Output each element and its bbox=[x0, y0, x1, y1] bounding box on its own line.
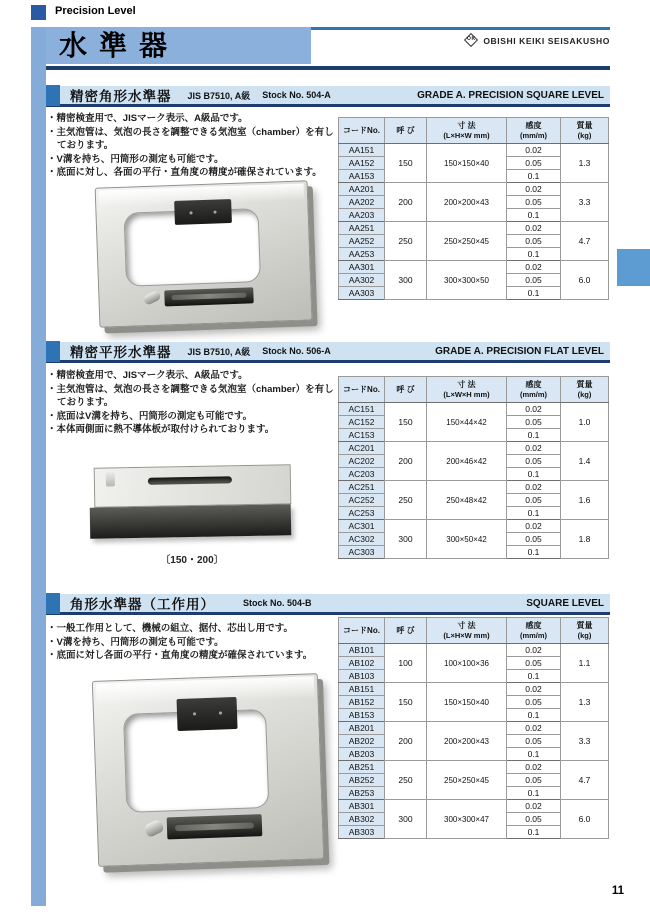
col-header: 寸 法 (L×H×W mm) bbox=[427, 118, 507, 144]
square-level-workshop-photo bbox=[95, 677, 321, 863]
square-level-photo bbox=[97, 184, 310, 324]
section-header-precision-flat-level bbox=[46, 342, 610, 363]
cell-code: AA152 bbox=[339, 157, 385, 170]
cell-mass: 1.4 bbox=[561, 442, 609, 481]
cell-code: AA252 bbox=[339, 235, 385, 248]
left-edge-strip bbox=[31, 27, 46, 906]
cell-code: AC251 bbox=[339, 481, 385, 494]
end-plug bbox=[106, 472, 116, 487]
title-band bbox=[46, 27, 311, 64]
section-title-en: GRADE A. PRECISION SQUARE LEVEL bbox=[417, 89, 604, 101]
cell-sensitivity: 0.05 bbox=[507, 735, 561, 748]
page-title: 水準器 bbox=[59, 30, 180, 61]
cell-size: 200 bbox=[385, 722, 427, 761]
page-category-label: Precision Level bbox=[55, 5, 136, 17]
cell-sensitivity: 0.02 bbox=[507, 261, 561, 274]
feature-list bbox=[47, 622, 340, 663]
section-stock-no: Stock No. 504-B bbox=[243, 598, 312, 608]
table-row bbox=[339, 261, 609, 274]
cell-code: AA151 bbox=[339, 144, 385, 157]
table-row bbox=[339, 442, 609, 455]
cell-size: 250 bbox=[385, 761, 427, 800]
cell-sensitivity: 0.05 bbox=[507, 157, 561, 170]
cell-code: AC252 bbox=[339, 494, 385, 507]
cell-sensitivity: 0.05 bbox=[507, 696, 561, 709]
feature-item: ・精密検査用で、JISマーク表示、A級品です。 bbox=[47, 370, 248, 381]
cell-code: AA301 bbox=[339, 261, 385, 274]
cell-code: AA253 bbox=[339, 248, 385, 261]
section-title-ja: 精密平形水準器 bbox=[70, 345, 172, 360]
col-header: 質量 (kg) bbox=[561, 377, 609, 403]
cell-mass: 1.0 bbox=[561, 403, 609, 442]
cell-sensitivity: 0.1 bbox=[507, 787, 561, 800]
cell-mass: 4.7 bbox=[561, 222, 609, 261]
cell-code: AB102 bbox=[339, 657, 385, 670]
cell-sensitivity: 0.05 bbox=[507, 813, 561, 826]
cell-sensitivity: 0.05 bbox=[507, 196, 561, 209]
cell-code: AB302 bbox=[339, 813, 385, 826]
cell-mass: 6.0 bbox=[561, 800, 609, 839]
cell-sensitivity: 0.02 bbox=[507, 800, 561, 813]
cell-code: AB253 bbox=[339, 787, 385, 800]
cell-code: AB152 bbox=[339, 696, 385, 709]
main-vial bbox=[167, 814, 262, 839]
section-title-en: SQUARE LEVEL bbox=[526, 597, 604, 609]
level-base bbox=[90, 504, 292, 538]
feature-item: ・一般工作用として、機械の組立、据付、芯出し用です。 bbox=[47, 623, 294, 634]
feature-item: ・V溝を持ち、円筒形の測定も可能です。 bbox=[47, 636, 224, 648]
cell-sensitivity: 0.02 bbox=[507, 520, 561, 533]
feature-list bbox=[47, 369, 340, 437]
cell-sensitivity: 0.1 bbox=[507, 546, 561, 559]
cell-code: AB202 bbox=[339, 735, 385, 748]
col-header: 寸 法 (L×W×H mm) bbox=[427, 377, 507, 403]
cell-code: AA251 bbox=[339, 222, 385, 235]
cell-size: 200 bbox=[385, 442, 427, 481]
col-header: 質量 (kg) bbox=[561, 618, 609, 644]
feature-item: ・主気泡管は、気泡の長さを調整できる気泡室（chamber）を有しております。 bbox=[47, 126, 334, 151]
level-frame bbox=[95, 180, 313, 327]
cell-mass: 6.0 bbox=[561, 261, 609, 300]
cell-size: 250 bbox=[385, 222, 427, 261]
feature-item: ・底面に対し、各面の平行・直角度の精度が確保されています。 bbox=[47, 167, 322, 178]
cell-mass: 1.1 bbox=[561, 644, 609, 683]
cell-mass: 3.3 bbox=[561, 722, 609, 761]
feature-item: ・本体両側面に熱不導体板が取付けられております。 bbox=[47, 424, 275, 435]
feature-item: ・精密検査用で、JISマーク表示、A級品です。 bbox=[47, 113, 248, 124]
cell-dimension: 300×300×47 bbox=[427, 800, 507, 839]
cell-sensitivity: 0.02 bbox=[507, 644, 561, 657]
cell-code: AC301 bbox=[339, 520, 385, 533]
col-header: 呼 び bbox=[385, 618, 427, 644]
cell-code: AC253 bbox=[339, 507, 385, 520]
cell-sensitivity: 0.05 bbox=[507, 455, 561, 468]
table-row bbox=[339, 761, 609, 774]
cell-sensitivity: 0.02 bbox=[507, 403, 561, 416]
table-row bbox=[339, 183, 609, 196]
cell-sensitivity: 0.05 bbox=[507, 494, 561, 507]
cell-code: AA153 bbox=[339, 170, 385, 183]
table-row bbox=[339, 222, 609, 235]
section-title-ja: 角形水準器（工作用） bbox=[70, 597, 215, 612]
table-row bbox=[339, 520, 609, 533]
cell-code: AB301 bbox=[339, 800, 385, 813]
cell-sensitivity: 0.02 bbox=[507, 722, 561, 735]
table-row bbox=[339, 722, 609, 735]
cell-sensitivity: 0.1 bbox=[507, 248, 561, 261]
cell-code: AC152 bbox=[339, 416, 385, 429]
level-top-face bbox=[94, 464, 292, 508]
cell-code: AB201 bbox=[339, 722, 385, 735]
cell-sensitivity: 0.02 bbox=[507, 481, 561, 494]
cell-dimension: 100×100×36 bbox=[427, 644, 507, 683]
section-jis-spec: JIS B7510, A級 bbox=[187, 90, 251, 101]
vial-window bbox=[148, 477, 232, 485]
feature-item: ・底面はV溝を持ち、円筒形の測定も可能です。 bbox=[47, 410, 253, 422]
cell-code: AB151 bbox=[339, 683, 385, 696]
cell-sensitivity: 0.1 bbox=[507, 287, 561, 300]
section-jis-spec: JIS B7510, A級 bbox=[187, 346, 251, 357]
section-stock-no: Stock No. 504-A bbox=[262, 90, 331, 100]
cell-sensitivity: 0.02 bbox=[507, 222, 561, 235]
cell-size: 150 bbox=[385, 403, 427, 442]
col-header: 呼 び bbox=[385, 118, 427, 144]
cell-size: 150 bbox=[385, 144, 427, 183]
cell-dimension: 150×44×42 bbox=[427, 403, 507, 442]
cell-sensitivity: 0.05 bbox=[507, 774, 561, 787]
cell-sensitivity: 0.1 bbox=[507, 468, 561, 481]
spec-table-square-level bbox=[338, 117, 608, 300]
adjuster-knob bbox=[143, 290, 162, 306]
cell-code: AA203 bbox=[339, 209, 385, 222]
spec-table-grid bbox=[338, 117, 609, 300]
cell-sensitivity: 0.02 bbox=[507, 683, 561, 696]
header-rule bbox=[46, 66, 610, 70]
cell-code: AA302 bbox=[339, 274, 385, 287]
table-row bbox=[339, 144, 609, 157]
corner-square-mark bbox=[31, 5, 46, 20]
spec-table-flat-level bbox=[338, 376, 608, 559]
cell-code: AA201 bbox=[339, 183, 385, 196]
adjuster-knob bbox=[143, 818, 165, 837]
cell-code: AA202 bbox=[339, 196, 385, 209]
cell-code: AB103 bbox=[339, 670, 385, 683]
feature-item: ・底面に対し各面の平行・直角度の精度が確保されています。 bbox=[47, 650, 313, 661]
cell-code: AB303 bbox=[339, 826, 385, 839]
section-marker bbox=[46, 85, 60, 106]
spec-table-grid bbox=[338, 617, 609, 839]
cell-sensitivity: 0.02 bbox=[507, 183, 561, 196]
cross-vial-block bbox=[176, 697, 238, 730]
cell-size: 300 bbox=[385, 520, 427, 559]
header-accent-line bbox=[311, 27, 610, 30]
cell-sensitivity: 0.05 bbox=[507, 533, 561, 546]
cell-code: AC303 bbox=[339, 546, 385, 559]
cell-sensitivity: 0.1 bbox=[507, 507, 561, 520]
cell-dimension: 150×150×40 bbox=[427, 683, 507, 722]
page-number: 11 bbox=[611, 885, 624, 897]
cell-dimension: 250×250×45 bbox=[427, 761, 507, 800]
section-marker bbox=[46, 341, 60, 362]
section-title-ja: 精密角形水準器 bbox=[70, 89, 172, 104]
cross-vial-block bbox=[174, 199, 232, 224]
cell-code: AA303 bbox=[339, 287, 385, 300]
company-name: OBISHI KEIKI SEISAKUSHO bbox=[483, 36, 610, 46]
cell-sensitivity: 0.1 bbox=[507, 429, 561, 442]
cell-dimension: 200×200×43 bbox=[427, 183, 507, 222]
section-stock-no: Stock No. 506-A bbox=[262, 346, 331, 356]
cell-sensitivity: 0.1 bbox=[507, 826, 561, 839]
cell-code: AC151 bbox=[339, 403, 385, 416]
table-row bbox=[339, 481, 609, 494]
cell-sensitivity: 0.05 bbox=[507, 274, 561, 287]
photo-caption: 〔150・200〕 bbox=[160, 555, 224, 566]
col-header: 感度 (mm/m) bbox=[507, 377, 561, 403]
col-header: 感度 (mm/m) bbox=[507, 618, 561, 644]
table-row bbox=[339, 403, 609, 416]
col-header: 寸 法 (L×H×W mm) bbox=[427, 618, 507, 644]
table-row bbox=[339, 683, 609, 696]
level-frame bbox=[92, 673, 324, 867]
cell-size: 150 bbox=[385, 683, 427, 722]
cell-mass: 1.3 bbox=[561, 683, 609, 722]
cell-code: AB251 bbox=[339, 761, 385, 774]
cell-dimension: 150×150×40 bbox=[427, 144, 507, 183]
spec-table-square-level-workshop bbox=[338, 617, 608, 839]
col-header: 感度 (mm/m) bbox=[507, 118, 561, 144]
cell-dimension: 300×50×42 bbox=[427, 520, 507, 559]
feature-item: ・V溝を持ち、円筒形の測定も可能です。 bbox=[47, 153, 224, 165]
cell-sensitivity: 0.05 bbox=[507, 657, 561, 670]
cell-code: AB153 bbox=[339, 709, 385, 722]
cell-size: 200 bbox=[385, 183, 427, 222]
cell-sensitivity: 0.02 bbox=[507, 144, 561, 157]
flat-level-photo bbox=[86, 461, 298, 547]
company-logo bbox=[311, 35, 610, 46]
cell-mass: 1.3 bbox=[561, 144, 609, 183]
col-header: コードNo. bbox=[339, 377, 385, 403]
cell-dimension: 300×300×50 bbox=[427, 261, 507, 300]
col-header: コードNo. bbox=[339, 618, 385, 644]
col-header: 呼 び bbox=[385, 377, 427, 403]
cell-dimension: 250×48×42 bbox=[427, 481, 507, 520]
table-row bbox=[339, 800, 609, 813]
section-marker bbox=[46, 593, 60, 614]
cell-mass: 3.3 bbox=[561, 183, 609, 222]
feature-list bbox=[47, 112, 340, 180]
company-logo-icon: OK bbox=[464, 33, 478, 47]
cell-mass: 1.8 bbox=[561, 520, 609, 559]
cell-sensitivity: 0.1 bbox=[507, 209, 561, 222]
col-header: コードNo. bbox=[339, 118, 385, 144]
table-row bbox=[339, 644, 609, 657]
cell-code: AB101 bbox=[339, 644, 385, 657]
cell-code: AC153 bbox=[339, 429, 385, 442]
section-header-square-level-workshop bbox=[46, 594, 610, 615]
col-header: 質量 (kg) bbox=[561, 118, 609, 144]
page-edge-tab bbox=[617, 249, 650, 286]
cell-code: AC202 bbox=[339, 455, 385, 468]
cell-code: AB203 bbox=[339, 748, 385, 761]
cell-code: AC302 bbox=[339, 533, 385, 546]
cell-sensitivity: 0.02 bbox=[507, 761, 561, 774]
cell-sensitivity: 0.1 bbox=[507, 670, 561, 683]
cell-size: 100 bbox=[385, 644, 427, 683]
cell-sensitivity: 0.1 bbox=[507, 170, 561, 183]
cell-dimension: 250×250×45 bbox=[427, 222, 507, 261]
cell-size: 300 bbox=[385, 800, 427, 839]
cell-mass: 4.7 bbox=[561, 761, 609, 800]
cell-sensitivity: 0.1 bbox=[507, 748, 561, 761]
section-title-en: GRADE A. PRECISION FLAT LEVEL bbox=[435, 345, 604, 357]
cell-dimension: 200×200×43 bbox=[427, 722, 507, 761]
cell-sensitivity: 0.05 bbox=[507, 235, 561, 248]
cell-size: 250 bbox=[385, 481, 427, 520]
cell-code: AC201 bbox=[339, 442, 385, 455]
cell-sensitivity: 0.05 bbox=[507, 416, 561, 429]
cell-sensitivity: 0.1 bbox=[507, 709, 561, 722]
cell-size: 300 bbox=[385, 261, 427, 300]
feature-item: ・主気泡管は、気泡の長さを調整できる気泡室（chamber）を有しております。 bbox=[47, 383, 334, 408]
cell-dimension: 200×46×42 bbox=[427, 442, 507, 481]
cell-code: AB252 bbox=[339, 774, 385, 787]
cell-mass: 1.6 bbox=[561, 481, 609, 520]
spec-table-grid bbox=[338, 376, 609, 559]
cell-code: AC203 bbox=[339, 468, 385, 481]
cell-sensitivity: 0.02 bbox=[507, 442, 561, 455]
section-header-precision-square-level bbox=[46, 86, 610, 107]
main-vial bbox=[165, 287, 254, 307]
